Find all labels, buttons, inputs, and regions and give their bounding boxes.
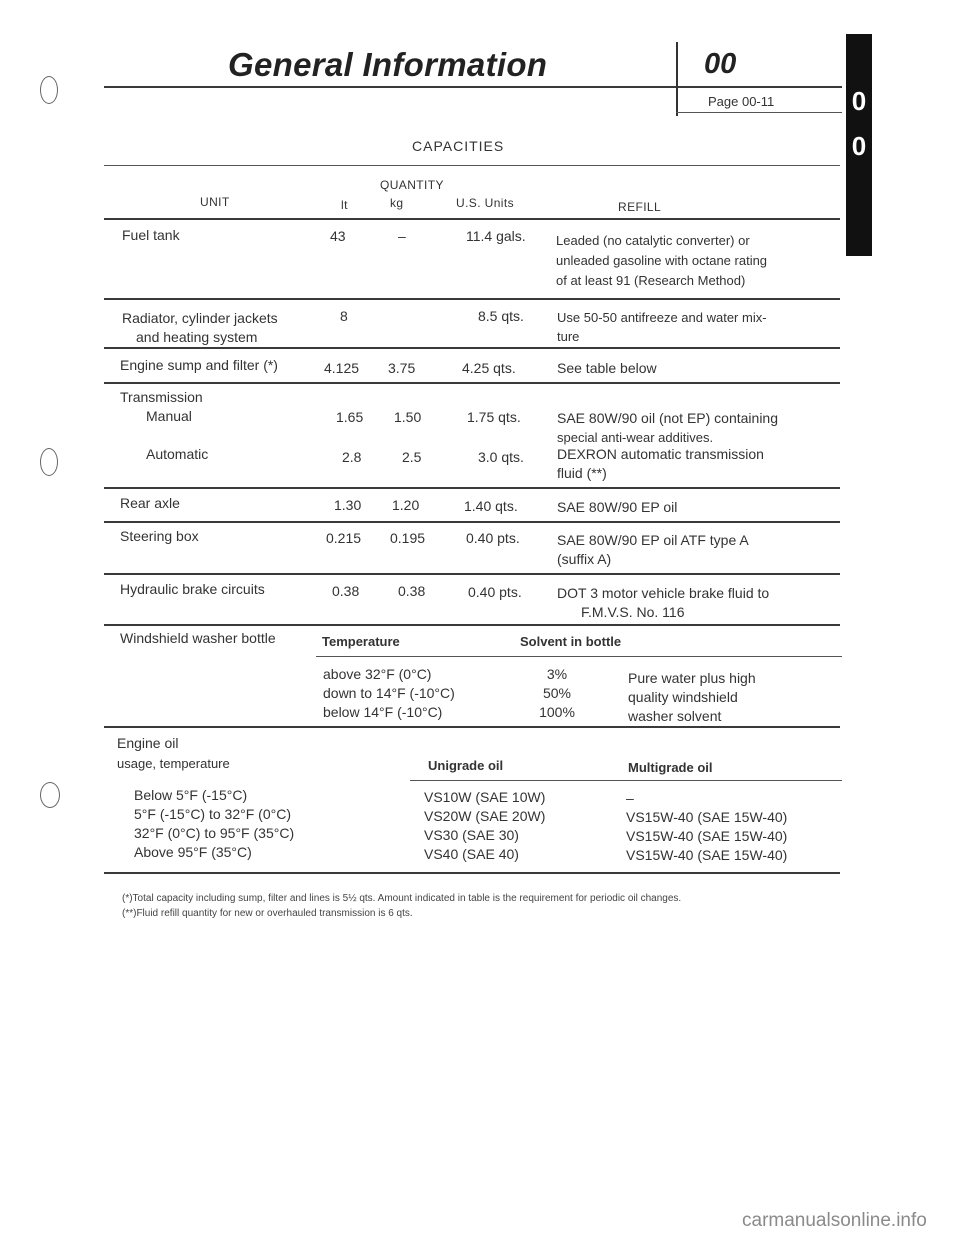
rule: [104, 573, 840, 575]
refill-cell: SAE 80W/90 oil (not EP) containing special anti-wear additives.: [557, 410, 779, 445]
rule: [104, 298, 840, 300]
unigrade-header: Unigrade oil: [428, 758, 504, 773]
kg-cell: 1.50: [394, 409, 422, 425]
solvent-note: Pure water plus high quality windshield washer solvent: [628, 670, 756, 724]
rule: [104, 726, 840, 728]
kg-cell: 2.5: [402, 449, 422, 465]
col-header-unit: UNIT: [200, 195, 230, 209]
temperature-header: Temperature: [322, 634, 400, 649]
lt-cell: 0.38: [332, 583, 360, 599]
unit-cell: Windshield washer bottle: [120, 630, 276, 646]
page-number-rule: [676, 112, 842, 113]
us-cell: 4.25 qts.: [462, 360, 516, 376]
multigrade-header: Multigrade oil: [628, 760, 713, 775]
rule: [316, 656, 842, 657]
us-cell: 8.5 qts.: [478, 308, 524, 324]
col-header-lt: lt: [341, 198, 348, 212]
lt-cell: 1.30: [334, 497, 362, 513]
page-title: General Information: [228, 46, 548, 83]
rule: [104, 521, 840, 523]
lt-cell: 4.125: [324, 360, 360, 376]
engine-oil-label: Engine oil usage, temperature: [117, 735, 230, 771]
col-header-kg: kg: [390, 196, 404, 210]
unit-cell: Transmission: [120, 389, 203, 405]
side-tab: [846, 34, 872, 256]
lt-cell: 0.215: [326, 530, 362, 546]
rule: [104, 165, 840, 166]
kg-cell: 0.195: [390, 530, 426, 546]
unigrade-list: VS10W (SAE 10W) VS20W (SAE 20W) VS30 (SAE 30) VS40 (SAE 40): [424, 789, 546, 862]
unit-cell: Manual: [146, 408, 192, 424]
unit-cell: Hydraulic brake circuits: [120, 581, 265, 597]
col-header-refill: REFILL: [618, 200, 662, 214]
refill-cell: DEXRON automatic transmission fluid (**): [557, 446, 764, 481]
kg-cell: 1.20: [392, 497, 420, 513]
side-tab-digit: 0: [851, 131, 867, 161]
unit-cell: Steering box: [120, 528, 199, 544]
multigrade-list: – VS15W-40 (SAE 15W-40) VS15W-40 (SAE 15W-40) VS15W-40 (SAE 15W-40): [626, 790, 788, 863]
side-tab-digit: 0: [851, 86, 867, 116]
lt-cell: 1.65: [336, 409, 364, 425]
lt-cell: 2.8: [342, 449, 362, 465]
unit-cell: Engine sump and filter (*): [120, 357, 278, 373]
us-cell: 11.4 gals.: [466, 228, 526, 244]
us-cell: 1.75 qts.: [467, 409, 521, 425]
unit-cell: Automatic: [146, 446, 209, 462]
rule: [410, 780, 842, 781]
rule: [104, 872, 840, 874]
binder-hole-icon: [40, 782, 60, 808]
solvent-list: 3% 50% 100%: [539, 666, 575, 720]
temperature-list: above 32°F (0°C) down to 14°F (-10°C) below 14°F (-10°C): [323, 666, 455, 720]
unit-cell: Rear axle: [120, 495, 180, 511]
rule: [104, 218, 840, 220]
unit-cell: Radiator, cylinder jackets and heating system: [122, 310, 278, 345]
page-number: Page 00-11: [708, 94, 775, 109]
binder-hole-icon: [40, 76, 58, 104]
binder-hole-icon: [40, 448, 58, 476]
rule: [104, 347, 840, 349]
rule: [104, 487, 840, 489]
lt-cell: 43: [330, 228, 346, 244]
col-header-quantity: QUANTITY: [380, 178, 444, 192]
refill-cell: SAE 80W/90 EP oil: [557, 499, 678, 515]
oil-temperature-list: Below 5°F (-15°C) 5°F (-15°C) to 32°F (0°C) 32°F (0°C) to 95°F (35°C) Above 95°F (35°C): [134, 787, 295, 860]
rule: [104, 382, 840, 384]
us-cell: 3.0 qts.: [478, 449, 524, 465]
section-box: [676, 42, 848, 116]
unit-cell: Fuel tank: [122, 227, 180, 243]
section-number: 00: [704, 48, 737, 80]
lt-cell: 8: [340, 308, 348, 324]
refill-cell: DOT 3 motor vehicle brake fluid to F.M.V.S. No. 116: [557, 585, 770, 620]
refill-cell: Leaded (no catalytic converter) or unleaded gasoline with octane rating of at least 91 (Research Method): [556, 233, 768, 288]
table-title: CAPACITIES: [412, 138, 505, 154]
kg-cell: 3.75: [388, 360, 416, 376]
solvent-header: Solvent in bottle: [520, 634, 622, 649]
refill-cell: Use 50-50 antifreeze and water mix- ture: [557, 310, 767, 344]
rule: [104, 624, 840, 626]
us-cell: 1.40 qts.: [464, 498, 518, 514]
us-cell: 0.40 pts.: [466, 530, 520, 546]
footnotes: (*)Total capacity including sump, filter and lines is 5½ qts. Amount indicated in table is the requirement for periodic oil changes. (**)Fluid refill quantity for new or overhauled transmission is 6 qts.: [122, 893, 682, 919]
col-header-us: U.S. Units: [456, 196, 515, 210]
kg-cell: 0.38: [398, 583, 426, 599]
refill-cell: SAE 80W/90 EP oil ATF type A (suffix A): [557, 532, 749, 567]
kg-cell: –: [398, 228, 406, 244]
refill-cell: See table below: [557, 360, 657, 376]
watermark: carmanualsonline.info: [742, 1210, 927, 1231]
us-cell: 0.40 pts.: [468, 584, 522, 600]
